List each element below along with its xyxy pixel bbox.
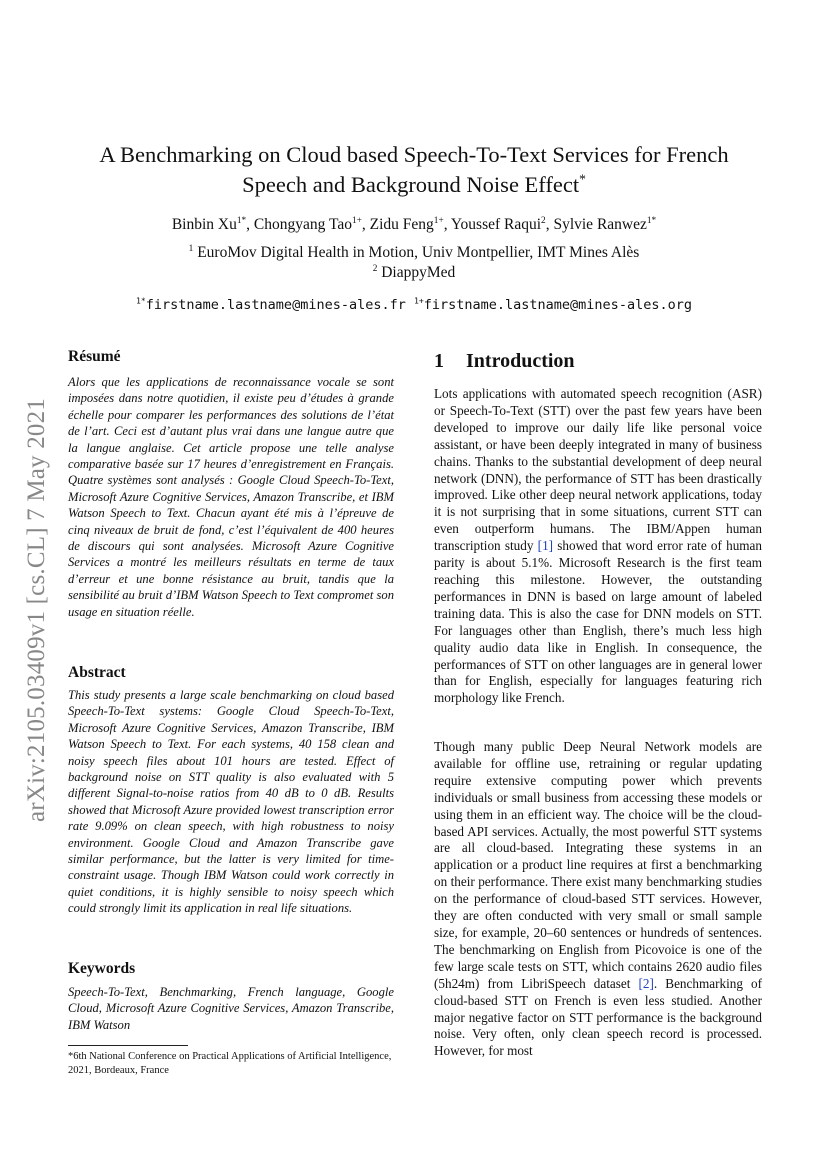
title-line-1: A Benchmarking on Cloud based Speech-To-Text Services for French <box>99 142 729 167</box>
author-affiliation-mark: 2 <box>541 215 546 226</box>
affiliation-text: DiappyMed <box>381 264 456 281</box>
email-mark: 1+ <box>414 295 424 306</box>
intro-paragraph-1 <box>434 386 762 707</box>
author-list: Binbin $Xu^{1*}$, Chongyang Tao$^{1+}$, Zidu Feng$^{1+}$, Youssef Raqui$^2$, Sylvie Ranwez$^{1*}$ <box>171 215 657 233</box>
author-name: Youssef Raqui <box>450 216 542 233</box>
email-address: firstname.lastname@mines-ales.org <box>423 297 692 313</box>
affiliation-1 <box>60 244 768 262</box>
paragraph-text: Though many public Deep Neural Network models are available for offline use, retraining or regular updating require extensive computing power which prevents individuals or small business from accessing these models or using them in an efficient way. The choice will be the cloud-based API services. Actually, the most powerful STT systems are all cloud-based. Integrating these systems in an application or a product line requires at first a benchmarking on their performance. There exist many benchmarking studies on the performance of cloud-based STT services. However, they are often conducted with very small or small sample size, for example, 20–60 sentences or hundreds of sentences. The benchmarking on English from Picovoice is one of the few large scale tests on STT, which contains 2620 audio files (5h24m) from LibriSpeech dataset <box>434 739 762 991</box>
section-title: Introduction <box>466 350 575 372</box>
email-address: firstname.lastname@mines-ales.fr <box>145 297 406 313</box>
keywords-heading: Keywords <box>68 960 136 977</box>
author-affiliation-mark: 1+ <box>433 215 444 226</box>
author-affiliation-mark: 1* <box>236 215 247 226</box>
affiliation-mark: 1 <box>188 243 194 254</box>
title-footnote-marker: * <box>579 171 586 187</box>
author-affiliation-mark: 1+ <box>351 215 362 226</box>
author-name: Zidu Feng <box>369 216 434 233</box>
paper-title <box>60 140 768 200</box>
author-name: Chongyang Tao <box>253 216 352 233</box>
intro-paragraph-2 <box>434 739 762 1060</box>
paragraph-text: showed that word error rate of human parity is about 5.1%. Microsoft Research is the first team reaching this milestone. However, the outstanding performances in DNN is based on large amount of labeled training data. This is also the case for DNN models on STT. For languages other than English, there’s much less high quality audio data like in English. In consequence, the performances of STT on other languages are in general lower than for English, especially for languages featuring rich morphology like French. <box>434 538 762 706</box>
footnote: *6th National Conference on Practical Applications of Artificial Intelligence, 2021, Bordeaux, France <box>68 1051 392 1076</box>
paragraph-text: Lots applications with automated speech recognition (ASR) or Speech-To-Text (STT) over the past few years have been developed to improve our daily life like personal voice assistant, or have been deeply integrated in many of business chains. Thanks to the substantial development of deep neural network (DNN), the performance of STT has been drastically improved. Like other deep neural network applications, today it is not surprising that in some situations, current STT can even outperform humans. The IBM/Appen human transcription study <box>434 386 762 554</box>
arxiv-sidebar <box>12 370 62 850</box>
keywords-text: Speech-To-Text, Benchmarking, French language, Google Cloud, Microsoft Azure Cognitive Services, Amazon Transcribe, IBM Watson <box>68 985 394 1032</box>
author-name: Sylvie Ranwez <box>553 216 647 233</box>
affiliation-text: EuroMov Digital Health in Motion, Univ Montpellier, IMT Mines Alès <box>197 244 640 261</box>
author-affiliation-mark: 1* <box>646 215 657 226</box>
paragraph-text: . Benchmarking of cloud-based STT on French is even less studied. Another major negative factor on STT performance is the background noise. Very often, only clean speech record is processed. However, for most <box>434 975 762 1059</box>
affiliation-2 <box>60 264 768 282</box>
citation-link[interactable]: [1] <box>537 538 554 554</box>
section-number: 1 <box>434 350 444 372</box>
abstract-heading: Abstract <box>68 664 126 681</box>
citation-link[interactable]: [2] <box>638 975 654 991</box>
arxiv-identifier: arXiv:2105.03409v1 [cs.CL] 7 May 2021 <box>23 397 50 823</box>
abstract-text: This study presents a large scale benchmarking on cloud based Speech-To-Text systems: Google Cloud Speech-To-Text, Microsoft Azure Cognitive Services, Amazon Transcribe, IBM Watson Speech to Text. For each systems, 40 158 clean and noisy speech files about 101 hours are tested. Effect of background noise on STT quality is also evaluated with 5 different Signal-to-noise ratios from 40 dB to 0 dB. Results showed that Microsoft Azure provided lowest transcription error rate 9.09% on clean speech, with high robustness to noisy environment. Google Cloud and Amazon Transcribe gave similar performance, but the latter is very limited for time-constraint usage. Though IBM Watson could work correctly in quiet conditions, it is highly sensible to noisy speech which could strongly limit its application in real life situations. <box>68 688 394 916</box>
title-line-2: Speech and Background Noise Effect <box>242 172 580 197</box>
author-name: Binbin Xu <box>171 216 237 233</box>
email-mark: 1* <box>136 295 146 306</box>
resume-text: Alors que les applications de reconnaissance vocale se sont imposées dans notre quotidien, il existe peu d’études à grande échelle pour comparer les performances des solutions de l’état de l’art. Ceci est d’autant plus vrai dans une langue autre que la langue anglaise. Cet article propose une telle analyse comparative basée sur 17 heures d’enregistrement en Français. Quatre systèmes sont analysés : Google Cloud Speech-To-Text, Microsoft Azure Cognitive Services, Amazon Transcribe, et IBM Watson Speech to Text. Chacun ayant été mis à l’épreuve de cinq niveaux de bruit de fond, c’est l’équivalent de 400 heures de discours qui sont analysées. Microsoft Azure Cognitive Services a montré les meilleurs résultats en terme de taux d’erreur et une bonne résistance au bruit, tandis que la sensibilité au bruit d’IBM Watson Speech to Text compromet son usage en situation réelle. <box>68 375 394 619</box>
email-line <box>60 297 768 313</box>
resume-heading: Résumé <box>68 348 121 365</box>
footnote-rule <box>68 1045 188 1046</box>
affiliation-mark: 2 <box>372 263 378 274</box>
section-heading-introduction <box>434 350 762 373</box>
